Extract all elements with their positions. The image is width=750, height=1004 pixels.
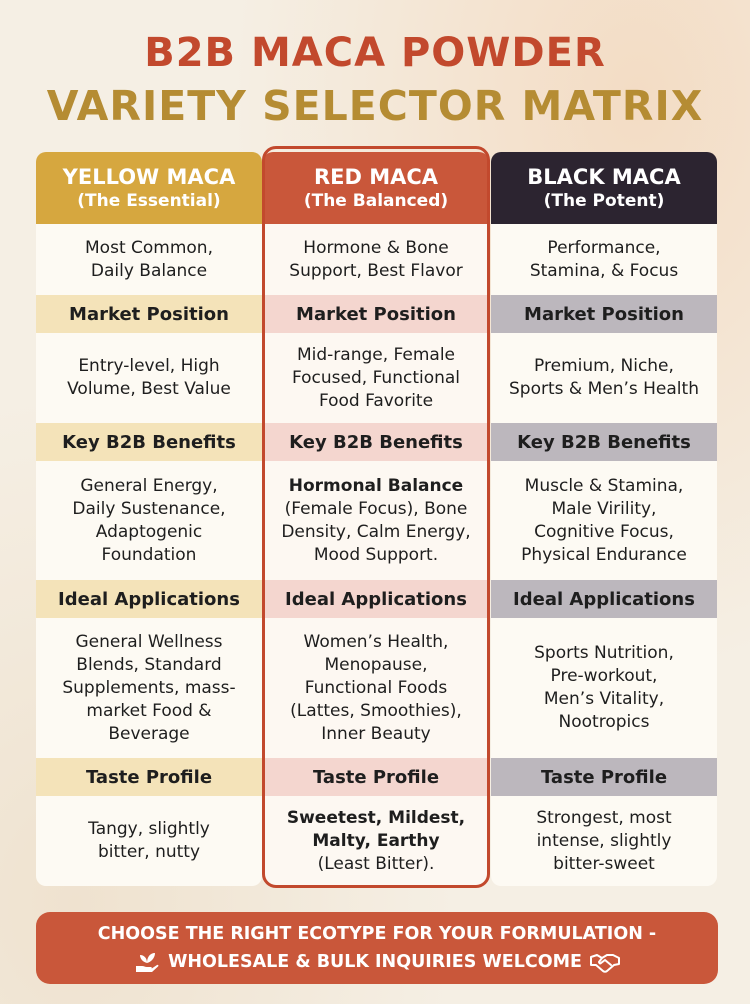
cell-line: General Energy, (80, 475, 218, 496)
cell-line: Nootropics (558, 712, 650, 732)
banner-line-1: CHOOSE THE RIGHT ECOTYPE FOR YOUR FORMULATION - (97, 924, 657, 944)
taste-cell (263, 796, 489, 886)
cell-line: market Food & (86, 700, 212, 721)
summary-cell (263, 224, 489, 295)
benefits-cell (36, 461, 262, 580)
column-header (491, 152, 717, 224)
cell-line: (Lattes, Smoothies), (290, 700, 462, 721)
cell-line: Sports Nutrition, (534, 643, 674, 663)
column-red-maca (263, 152, 489, 886)
column-title: YELLOW MACA (62, 165, 236, 189)
column-yellow-maca (36, 152, 262, 886)
cell-line: Women’s Health, (303, 631, 449, 652)
benefits-label: Key B2B Benefits (491, 423, 717, 461)
cell-line: Daily Sustenance, (72, 498, 226, 519)
cell-line: Entry-level, High (78, 356, 220, 376)
summary-line: Daily Balance (90, 260, 208, 281)
cell-line: bitter-sweet (553, 853, 655, 874)
market-position-label: Market Position (491, 295, 717, 333)
summary-line: Performance, (547, 237, 661, 258)
page-subtitle: VARIETY SELECTOR MATRIX (46, 82, 704, 130)
taste-label: Taste Profile (491, 758, 717, 796)
cell-line: Premium, Niche, (534, 356, 674, 376)
benefits-label: Key B2B Benefits (36, 423, 262, 461)
hand-sprout-icon (134, 951, 160, 973)
summary-line: Support, Best Flavor (289, 260, 463, 281)
cell-line: Strongest, most (536, 807, 672, 828)
cell-line: General Wellness (75, 631, 223, 652)
cell-line: Muscle & Stamina, (524, 475, 684, 496)
applications-label: Ideal Applications (36, 580, 262, 618)
cell-line: Inner Beauty (321, 723, 431, 744)
cell-line-bold: Hormonal Balance (288, 475, 464, 496)
taste-cell (36, 796, 262, 886)
page-title: B2B MACA POWDER (144, 30, 606, 76)
column-subtitle: (The Potent) (543, 191, 665, 211)
cell-line: bitter, nutty (97, 842, 201, 862)
summary-line: Stamina, & Focus (529, 260, 679, 281)
banner-line-2-row (134, 948, 620, 976)
market-position-cell (36, 333, 262, 423)
cell-line: Focused, Functional (291, 367, 461, 388)
applications-label: Ideal Applications (263, 580, 489, 618)
cell-line: Sports & Men’s Health (509, 379, 699, 399)
column-black-maca (491, 152, 717, 886)
market-position-label: Market Position (36, 295, 262, 333)
summary-line: Most Common, (85, 237, 213, 258)
applications-cell (263, 618, 489, 758)
summary-cell (36, 224, 262, 295)
market-position-cell (491, 333, 717, 423)
cell-line: Tangy, slightly (88, 819, 210, 839)
cell-line: (Least Bitter). (317, 853, 435, 874)
cell-line: Menopause, (324, 654, 428, 675)
cell-line: Male Virility, (551, 498, 657, 519)
benefits-label: Key B2B Benefits (263, 423, 489, 461)
benefits-cell (491, 461, 717, 580)
banner-line-2: WHOLESALE & BULK INQUIRIES WELCOME (168, 952, 582, 972)
taste-label: Taste Profile (36, 758, 262, 796)
cell-line-bold: Sweetest, Mildest, (286, 807, 466, 828)
applications-label: Ideal Applications (491, 580, 717, 618)
cell-line: Beverage (108, 723, 190, 744)
summary-line: Hormone & Bone (303, 237, 449, 258)
cell-line: Food Favorite (318, 390, 434, 411)
cell-line: Adaptogenic (95, 521, 203, 542)
market-position-label: Market Position (263, 295, 489, 333)
cell-line: Men’s Vitality, (543, 689, 665, 709)
benefits-cell (263, 461, 489, 580)
cell-line: Physical Endurance (521, 544, 687, 565)
cell-line: Density, Calm Energy, (281, 521, 471, 542)
taste-cell (491, 796, 717, 886)
applications-cell (36, 618, 262, 758)
taste-label: Taste Profile (263, 758, 489, 796)
cell-line: Foundation (101, 544, 197, 565)
cell-line: Blends, Standard (76, 654, 222, 675)
summary-cell (491, 224, 717, 295)
cell-line: (Female Focus), Bone (284, 498, 468, 519)
cell-line: Mid-range, Female (296, 344, 456, 365)
cell-line: Mood Support. (313, 544, 439, 565)
column-title: RED MACA (313, 165, 439, 189)
cell-line: Pre-workout, (550, 666, 658, 686)
cell-line: Supplements, mass- (62, 677, 236, 698)
handshake-icon (590, 951, 620, 973)
cell-line: Volume, Best Value (67, 379, 231, 399)
cell-line: intense, slightly (536, 830, 672, 851)
market-position-cell (263, 333, 489, 423)
column-subtitle: (The Essential) (77, 191, 221, 211)
column-header (36, 152, 262, 224)
column-subtitle: (The Balanced) (303, 191, 449, 211)
cell-line: Cognitive Focus, (534, 521, 674, 542)
column-title: BLACK MACA (527, 165, 681, 189)
cell-line: Functional Foods (304, 677, 448, 698)
column-header (263, 152, 489, 224)
applications-cell (491, 618, 717, 758)
cell-line-bold: Malty, Earthy (312, 830, 440, 851)
cta-banner (36, 912, 718, 984)
